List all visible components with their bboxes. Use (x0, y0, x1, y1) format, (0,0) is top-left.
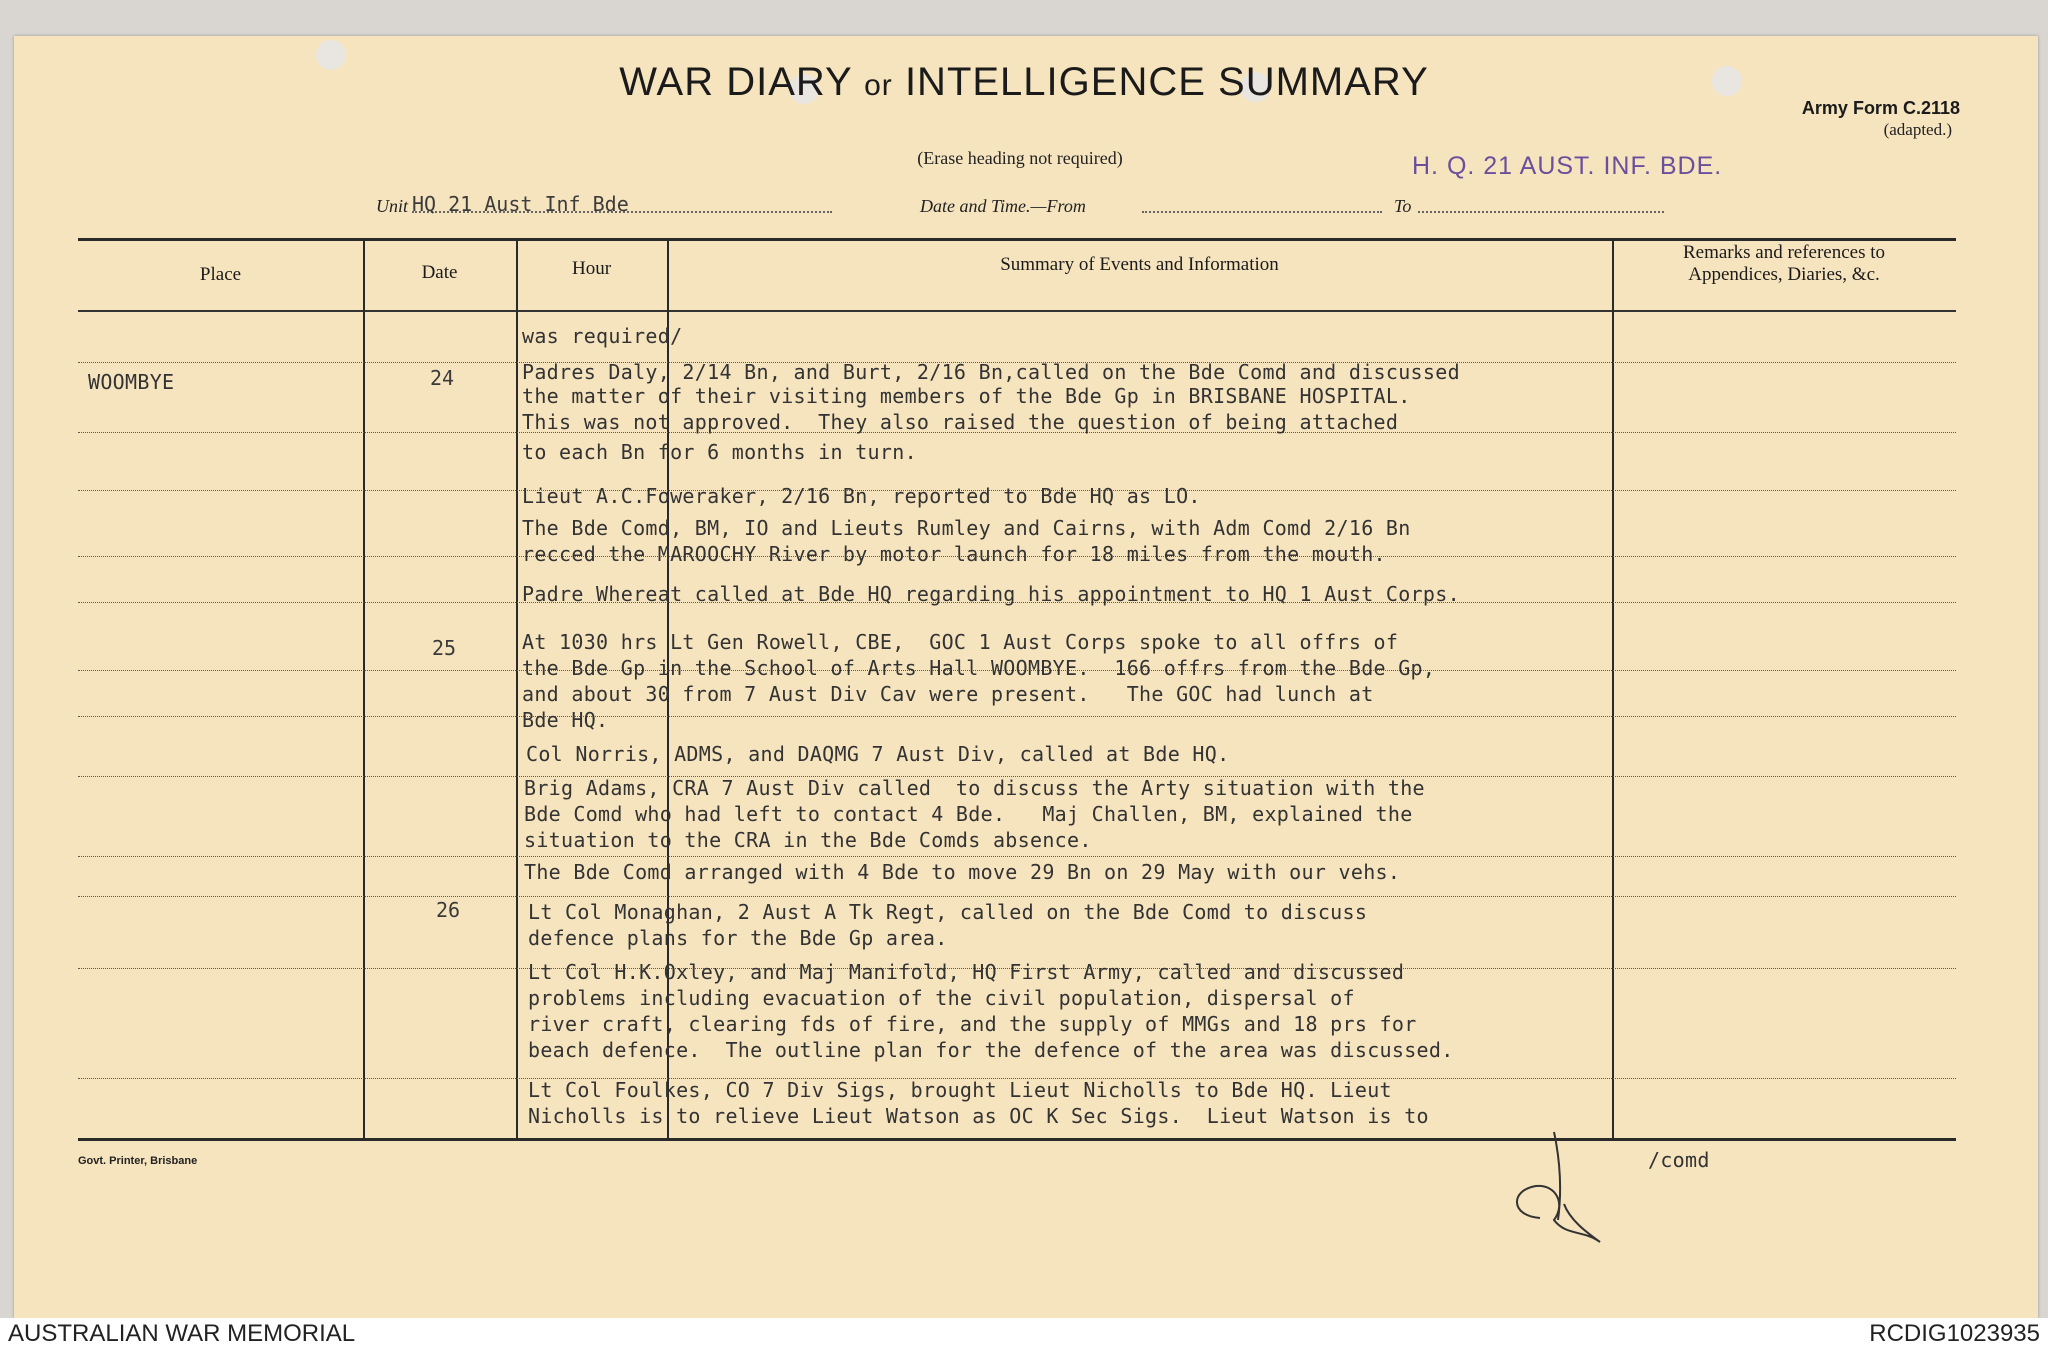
summary-line: beach defence. The outline plan for the defence of the area was discussed. (528, 1038, 1454, 1062)
summary-line: Lt Col Monaghan, 2 Aust A Tk Regt, called on the Bde Comd to discuss (528, 900, 1368, 924)
summary-line: Bde HQ. (522, 708, 609, 732)
summary-line: Padre Whereat called at Bde HQ regarding his appointment to HQ 1 Aust Corps. (522, 582, 1460, 606)
signature-initials (1500, 1120, 1650, 1250)
archive-name: AUSTRALIAN WAR MEMORIAL (8, 1320, 356, 1347)
to-label: To (1394, 196, 1412, 216)
erase-note: (Erase heading not required) (917, 148, 1123, 168)
summary-line: This was not approved. They also raised the question of being attached (522, 410, 1399, 434)
col-divider (363, 238, 365, 1138)
date-cell: 26 (436, 898, 461, 922)
table-top-rule (78, 238, 1956, 241)
date-cell: 24 (430, 366, 455, 390)
summary-line: situation to the CRA in the Bde Comds absence. (524, 828, 1092, 852)
summary-line: At 1030 hrs Lt Gen Rowell, CBE, GOC 1 Aust Corps spoke to all offrs of (522, 630, 1399, 654)
summary-line: the matter of their visiting members of the Bde Gp in BRISBANE HOSPITAL. (522, 384, 1411, 408)
col-divider (516, 238, 518, 1138)
summary-line: Brig Adams, CRA 7 Aust Div called to discuss the Arty situation with the (524, 776, 1425, 800)
date-time-label: Date and Time.—From (920, 196, 1086, 216)
row-rule (78, 856, 1956, 857)
summary-line: river craft, clearing fds of fire, and the supply of MMGs and 18 prs for (528, 1012, 1417, 1036)
summary-line: the Bde Gp in the School of Arts Hall WOOMBYE. 166 offrs from the Bde Gp, (522, 656, 1436, 680)
summary-line: The Bde Comd, BM, IO and Lieuts Rumley and Cairns, with Adm Comd 2/16 Bn (522, 516, 1411, 540)
summary-line: problems including evacuation of the civil population, dispersal of (528, 986, 1355, 1010)
summary-line: to each Bn for 6 months in turn. (522, 440, 917, 464)
page-title: WAR DIARY or INTELLIGENCE SUMMARY (619, 60, 1429, 104)
col-header-place: Place (199, 264, 242, 285)
army-form-label: Army Form C.2118 (1801, 98, 1960, 118)
table-bottom-rule (78, 1138, 1956, 1141)
to-line (1418, 211, 1664, 213)
summary-line: Nicholls is to relieve Lieut Watson as OC K Sec Sigs. Lieut Watson is to (528, 1104, 1429, 1128)
place-cell: WOOMBYE (88, 370, 175, 394)
summary-line: was required/ (522, 324, 683, 348)
unit-stamp: H. Q. 21 AUST. INF. BDE. (1412, 152, 1723, 180)
col-divider (1612, 238, 1614, 1138)
continued-note: /comd (1648, 1148, 1710, 1172)
summary-line: Lt Col H.K.Oxley, and Maj Manifold, HQ First Army, called and discussed (528, 960, 1405, 984)
summary-line: recced the MAROOCHY River by motor launch for 18 miles from the mouth. (522, 542, 1386, 566)
unit-value: HQ 21 Aust Inf Bde (412, 192, 629, 216)
adapted-label: (adapted.) (1883, 120, 1952, 139)
summary-line: Padres Daly, 2/14 Bn, and Burt, 2/16 Bn,called on the Bde Comd and discussed (522, 360, 1460, 384)
summary-line: The Bde Comd arranged with 4 Bde to move 29 Bn on 29 May with our vehs. (524, 860, 1401, 884)
from-line (1142, 211, 1382, 213)
archive-id: RCDIG1023935 (1869, 1320, 2040, 1347)
summary-line: Bde Comd who had left to contact 4 Bde. Maj Challen, BM, explained the (524, 802, 1413, 826)
summary-line: Col Norris, ADMS, and DAQMG 7 Aust Div, called at Bde HQ. (526, 742, 1230, 766)
col-header-date: Date (421, 262, 458, 283)
row-rule (78, 896, 1956, 897)
summary-line: defence plans for the Bde Gp area. (528, 926, 948, 950)
col-header-hour: Hour (571, 258, 612, 279)
col-header-summary: Summary of Events and Information (1000, 254, 1279, 275)
summary-line: and about 30 from 7 Aust Div Cav were present. The GOC had lunch at (522, 682, 1374, 706)
printer-imprint: Govt. Printer, Brisbane (78, 1155, 198, 1167)
col-header-remarks: Remarks and references to Appendices, Diaries, &c. (1682, 242, 1886, 285)
summary-line: Lieut A.C.Foweraker, 2/16 Bn, reported to Bde HQ as LO. (522, 484, 1201, 508)
summary-line: Lt Col Foulkes, CO 7 Div Sigs, brought Lieut Nicholls to Bde HQ. Lieut (528, 1078, 1392, 1102)
unit-label: Unit (376, 196, 409, 216)
row-rule (78, 716, 1956, 717)
header-rule (78, 310, 1956, 312)
date-cell: 25 (432, 636, 457, 660)
